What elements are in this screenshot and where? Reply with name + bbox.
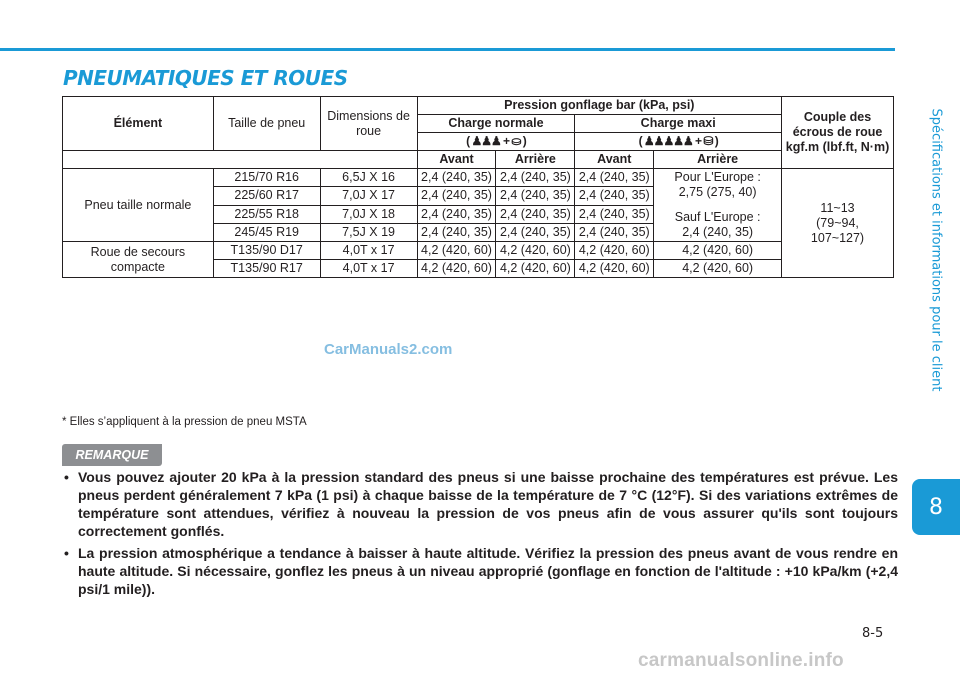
table-row bbox=[63, 242, 894, 260]
header-element: Élément bbox=[63, 97, 214, 151]
header-spacer bbox=[63, 151, 418, 169]
max-front: 2,4 (240, 35) bbox=[575, 223, 654, 241]
header-max-rear: Arrière bbox=[654, 151, 782, 169]
list-item: • Vous pouvez ajouter 20 kPa à la pression standard des pneus si une baisse prochaine des températures est prévue. Les pneus perdent généralement 7 kPa (1 psi) à chaque baisse de la température de 7 °C (12°F). Si des variations extrêmes de température sont attendues, vérifiez à nouveau la pression de vos pneus afin de vous assurer qu'ils sont toujours correctement gonflés. bbox=[62, 468, 898, 540]
notes-list bbox=[62, 468, 898, 602]
wheel-size: 7,0J X 18 bbox=[320, 205, 417, 223]
torque-line: 107~127) bbox=[810, 230, 865, 245]
normal-rear: 2,4 (240, 35) bbox=[496, 205, 575, 223]
header-pressure: Pression gonflage bar (kPa, psi) bbox=[417, 97, 782, 115]
max-rear-line: 2,4 (240, 35) bbox=[682, 225, 754, 239]
max-rear: 4,2 (420, 60) bbox=[654, 260, 782, 278]
normal-front: 2,4 (240, 35) bbox=[417, 205, 496, 223]
header-wheel: Dimensions de roue bbox=[320, 97, 417, 151]
max-rear-line: Sauf L'Europe : bbox=[674, 210, 761, 224]
chapter-side-title bbox=[926, 30, 946, 470]
normal-front: 2,4 (240, 35) bbox=[417, 187, 496, 205]
header-torque: Couple des écrous de roue kgf.m (lbf.ft, N·m) bbox=[782, 97, 894, 169]
top-rule bbox=[0, 48, 895, 51]
header-max-load: Charge maxi bbox=[575, 115, 782, 133]
wheel-size: 6,5J X 16 bbox=[320, 169, 417, 187]
page-number: 8-5 bbox=[862, 626, 884, 641]
wheel-size: 7,5J X 19 bbox=[320, 223, 417, 241]
tire-size: 225/55 R18 bbox=[213, 205, 320, 223]
torque-line: (79~94, bbox=[816, 215, 859, 230]
wheel-size: 4,0T x 17 bbox=[320, 260, 417, 278]
remark-badge: REMARQUE bbox=[62, 444, 162, 466]
normal-rear: 4,2 (420, 60) bbox=[496, 242, 575, 260]
normal-front: 2,4 (240, 35) bbox=[417, 169, 496, 187]
passenger-icons-normal: ( ♟♟♟ + ⛀ ) bbox=[417, 133, 575, 151]
normal-front: 4,2 (420, 60) bbox=[417, 242, 496, 260]
list-item: • La pression atmosphérique a tendance à baisser à haute altitude. Vérifiez la pression des pneus avant de vous rendre en haute altitude. Si nécessaire, gonflez les pneus à un niveau approprié (gonflage en fonction de l'altitude : +10 kPa/km (+2,4 psi/1 mile)). bbox=[62, 544, 898, 598]
tire-spec-table bbox=[62, 96, 894, 278]
header-max-front: Avant bbox=[575, 151, 654, 169]
header-normal-rear: Arrière bbox=[496, 151, 575, 169]
max-front: 4,2 (420, 60) bbox=[575, 260, 654, 278]
normal-rear: 2,4 (240, 35) bbox=[496, 187, 575, 205]
tire-size: 215/70 R16 bbox=[213, 169, 320, 187]
max-rear: 4,2 (420, 60) bbox=[654, 242, 782, 260]
footer-watermark: carmanualsonline.info bbox=[638, 650, 844, 671]
max-front: 2,4 (240, 35) bbox=[575, 187, 654, 205]
normal-rear: 2,4 (240, 35) bbox=[496, 223, 575, 241]
normal-rear: 4,2 (420, 60) bbox=[496, 260, 575, 278]
wheel-size: 4,0T x 17 bbox=[320, 242, 417, 260]
table-row bbox=[63, 169, 894, 187]
max-front: 2,4 (240, 35) bbox=[575, 169, 654, 187]
tire-size: 245/45 R19 bbox=[213, 223, 320, 241]
header-size: Taille de pneu bbox=[213, 97, 320, 151]
tire-size: 225/60 R17 bbox=[213, 187, 320, 205]
group-name: Pneu taille normale bbox=[63, 169, 214, 242]
torque-value bbox=[782, 169, 894, 278]
header-normal-load: Charge normale bbox=[417, 115, 575, 133]
tire-size: T135/90 D17 bbox=[213, 242, 320, 260]
passenger-icons-max: ( ♟♟♟♟♟ + ⛁ ) bbox=[575, 133, 782, 151]
normal-front: 2,4 (240, 35) bbox=[417, 223, 496, 241]
normal-front: 4,2 (420, 60) bbox=[417, 260, 496, 278]
max-rear-line: Pour L'Europe : bbox=[674, 170, 761, 184]
header-normal-front: Avant bbox=[417, 151, 496, 169]
footnote: * Elles s’appliquent à la pression de pneu MSTA bbox=[62, 416, 307, 428]
tire-size: T135/90 R17 bbox=[213, 260, 320, 278]
page-title: PNEUMATIQUES ET ROUES bbox=[63, 66, 348, 90]
wheel-size: 7,0J X 17 bbox=[320, 187, 417, 205]
max-rear-line: 2,75 (275, 40) bbox=[678, 185, 757, 199]
torque-line: 11~13 bbox=[820, 200, 855, 215]
max-rear-regional bbox=[654, 169, 782, 242]
normal-rear: 2,4 (240, 35) bbox=[496, 169, 575, 187]
group-name: Roue de secours compacte bbox=[63, 242, 214, 278]
max-front: 4,2 (420, 60) bbox=[575, 242, 654, 260]
chapter-side-title-text: Spécifications et informations pour le client bbox=[928, 108, 944, 392]
max-front: 2,4 (240, 35) bbox=[575, 205, 654, 223]
chapter-tab[interactable]: 8 bbox=[912, 479, 960, 535]
watermark: CarManuals2.com bbox=[324, 341, 453, 358]
